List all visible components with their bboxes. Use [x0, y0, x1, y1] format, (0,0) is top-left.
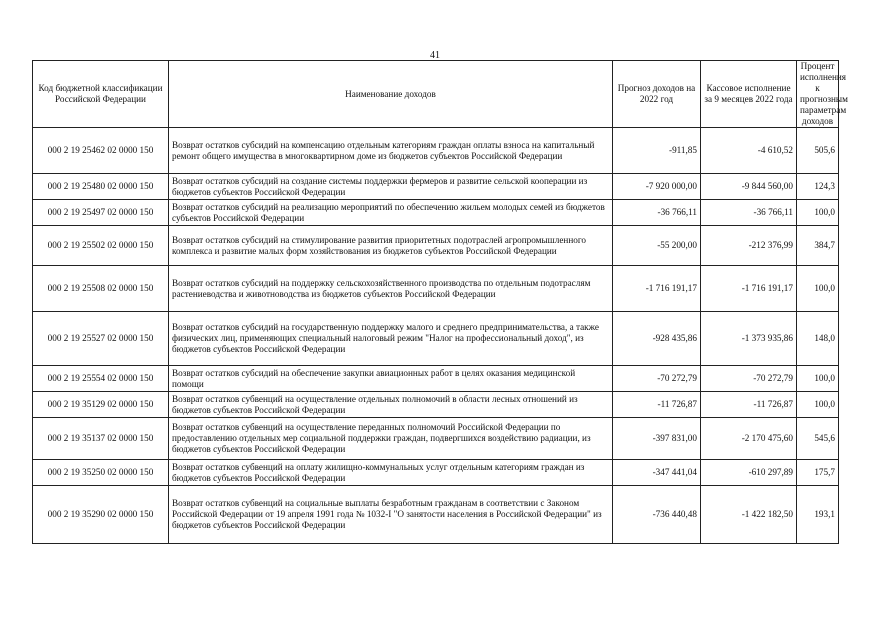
- revenue-name: Возврат остатков субсидий на компенсацию отдельным категориям граждан оплаты взноса на капитальный ремонт общего имущества в многоквартирном доме из бюджетов субъектов Российской Федерации: [169, 128, 613, 174]
- budget-code: 000 2 19 25497 02 0000 150: [33, 200, 169, 226]
- forecast-value: -7 920 000,00: [613, 174, 701, 200]
- budget-code: 000 2 19 35137 02 0000 150: [33, 418, 169, 460]
- budget-code: 000 2 19 25462 02 0000 150: [33, 128, 169, 174]
- actual-value: -1 716 191,17: [701, 266, 797, 312]
- budget-code: 000 2 19 25554 02 0000 150: [33, 366, 169, 392]
- header-forecast-2022: Прогноз доходов на 2022 год: [613, 61, 701, 128]
- header-budget-code: Код бюджетной классификации Российской Федерации: [33, 61, 169, 128]
- forecast-value: -11 726,87: [613, 392, 701, 418]
- actual-value: -11 726,87: [701, 392, 797, 418]
- revenue-name: Возврат остатков субсидий на стимулирование развития приоритетных подотраслей агропромышленного комплекса и развитие малых форм хозяйствования из бюджетов субъектов Российской Федерации: [169, 226, 613, 266]
- table-row: [33, 366, 839, 392]
- table-header-row: [33, 61, 839, 128]
- forecast-value: -736 440,48: [613, 486, 701, 544]
- revenue-name: Возврат остатков субвенций на осуществление переданных полномочий Российской Федерации по предоставлению отдельных мер социальной поддержки граждан, подвергшихся воздействию радиации, из бюджетов субъектов Российской Федерации: [169, 418, 613, 460]
- revenue-name: Возврат остатков субсидий на поддержку сельскохозяйственного производства по отдельным подотраслям растениеводства и животноводства из бюджетов субъектов Российской Федерации: [169, 266, 613, 312]
- table-row: [33, 460, 839, 486]
- budget-code: 000 2 19 25527 02 0000 150: [33, 312, 169, 366]
- table-row: [33, 226, 839, 266]
- header-actual-9-months: Кассовое исполнение за 9 месяцев 2022 года: [701, 61, 797, 128]
- execution-percent: 124,3: [797, 174, 839, 200]
- revenue-name: Возврат остатков субсидий на создание системы поддержки фермеров и развитие сельской кооперации из бюджетов субъектов Российской Федерации: [169, 174, 613, 200]
- actual-value: -4 610,52: [701, 128, 797, 174]
- actual-value: -1 422 182,50: [701, 486, 797, 544]
- budget-code: 000 2 19 25508 02 0000 150: [33, 266, 169, 312]
- table-row: [33, 174, 839, 200]
- revenue-name: Возврат остатков субвенций на осуществление отдельных полномочий в области лесных отношений из бюджетов субъектов Российской Федерации: [169, 392, 613, 418]
- revenue-name: Возврат остатков субсидий на государственную поддержку малого и среднего предпринимательства, а также физических лиц, применяющих специальный налоговый режим "Налог на профессиональный доход", из бюджетов субъектов Российской Федерации: [169, 312, 613, 366]
- forecast-value: -36 766,11: [613, 200, 701, 226]
- actual-value: -1 373 935,86: [701, 312, 797, 366]
- actual-value: -70 272,79: [701, 366, 797, 392]
- table-row: [33, 418, 839, 460]
- revenue-name: Возврат остатков субсидий на реализацию мероприятий по обеспечению жильем молодых семей из бюджетов субъектов Российской Федерации: [169, 200, 613, 226]
- forecast-value: -70 272,79: [613, 366, 701, 392]
- revenue-name: Возврат остатков субвенций на социальные выплаты безработным гражданам в соответствии с Законом Российской Федерации от 19 апреля 1991 года № 1032-I "О занятости населения в Российской Федерации" из бюджетов субъектов Российской Федерации: [169, 486, 613, 544]
- forecast-value: -55 200,00: [613, 226, 701, 266]
- header-execution-percent: Процент исполнения к прогнозным параметрам доходов: [797, 61, 839, 128]
- budget-code: 000 2 19 25480 02 0000 150: [33, 174, 169, 200]
- execution-percent: 384,7: [797, 226, 839, 266]
- execution-percent: 193,1: [797, 486, 839, 544]
- budget-code: 000 2 19 35129 02 0000 150: [33, 392, 169, 418]
- actual-value: -9 844 560,00: [701, 174, 797, 200]
- execution-percent: 175,7: [797, 460, 839, 486]
- execution-percent: 100,0: [797, 366, 839, 392]
- budget-revenue-table: [32, 60, 848, 544]
- table-row: [33, 128, 839, 174]
- forecast-value: -928 435,86: [613, 312, 701, 366]
- header-revenue-name: Наименование доходов: [169, 61, 613, 128]
- actual-value: -212 376,99: [701, 226, 797, 266]
- forecast-value: -911,85: [613, 128, 701, 174]
- table-row: [33, 392, 839, 418]
- table-row: [33, 312, 839, 366]
- table-row: [33, 266, 839, 312]
- forecast-value: -347 441,04: [613, 460, 701, 486]
- execution-percent: 148,0: [797, 312, 839, 366]
- revenue-name: Возврат остатков субвенций на оплату жилищно-коммунальных услуг отдельным категориям граждан из бюджетов субъектов Российской Федерации: [169, 460, 613, 486]
- table-row: [33, 200, 839, 226]
- actual-value: -2 170 475,60: [701, 418, 797, 460]
- execution-percent: 100,0: [797, 200, 839, 226]
- forecast-value: -1 716 191,17: [613, 266, 701, 312]
- execution-percent: 545,6: [797, 418, 839, 460]
- page-number: 41: [430, 50, 440, 61]
- budget-code: 000 2 19 35250 02 0000 150: [33, 460, 169, 486]
- revenue-name: Возврат остатков субсидий на обеспечение закупки авиационных работ в целях оказания медицинской помощи: [169, 366, 613, 392]
- budget-code: 000 2 19 35290 02 0000 150: [33, 486, 169, 544]
- table-row: [33, 486, 839, 544]
- execution-percent: 100,0: [797, 266, 839, 312]
- execution-percent: 100,0: [797, 392, 839, 418]
- actual-value: -36 766,11: [701, 200, 797, 226]
- actual-value: -610 297,89: [701, 460, 797, 486]
- budget-code: 000 2 19 25502 02 0000 150: [33, 226, 169, 266]
- execution-percent: 505,6: [797, 128, 839, 174]
- forecast-value: -397 831,00: [613, 418, 701, 460]
